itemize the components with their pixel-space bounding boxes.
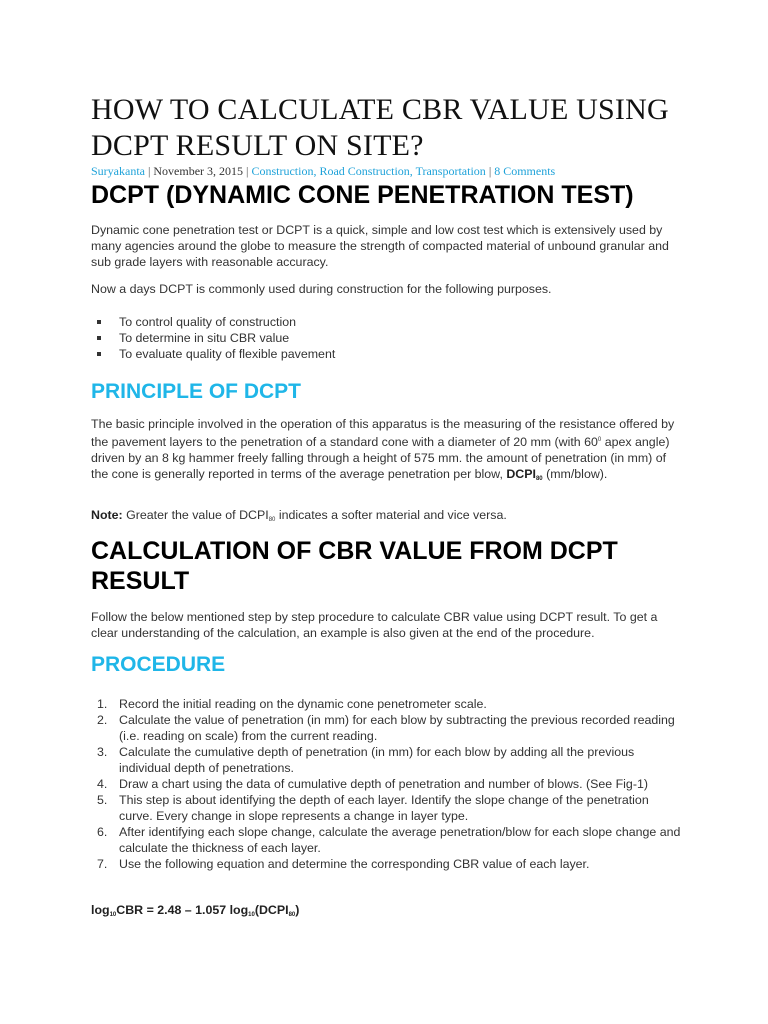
category-comma: , (313, 164, 320, 178)
list-item: 3. Calculate the cumulative depth of penetration (in mm) for each blow by adding all the previous individual depth of penetrations. (97, 745, 635, 775)
note-paragraph: Note: Greater the value of $DCPI_{80}$ indicates a softer material and vice versa. (91, 508, 507, 523)
dcpi-term: $DCPI_{80}$ (506, 467, 543, 482)
dcpt-intro-paragraph: Dynamic cone penetration test or DCPT is a quick, simple and low cost test which is extensively used by many agencies around the globe to measure the strength of compacted material of unbound granular and sub grade layers with reasonable accuracy. (91, 223, 669, 269)
purposes-list (91, 314, 335, 362)
note-label: Note: (91, 508, 123, 522)
list-item: To control quality of construction (91, 314, 335, 330)
list-item: 6. After identifying each slope change, calculate the average penetration/blow for each slope change and calculate the thickness of each layer. (97, 825, 681, 855)
procedure-steps (91, 696, 681, 872)
category-link-road-construction[interactable]: Road Construction (319, 164, 410, 178)
heading-procedure: PROCEDURE (91, 653, 226, 676)
square-bullet-icon (97, 336, 101, 340)
article-title: HOW TO CALCULATE CBR VALUE USING DCPT RESULT ON SITE? (91, 93, 669, 162)
meta-separator: | (147, 164, 154, 178)
heading-dcpt: DCPT (DYNAMIC CONE PENETRATION TEST) (91, 181, 634, 209)
comments-link[interactable]: 8 Comments (494, 164, 556, 178)
post-date: November 3, 2015 (153, 164, 244, 178)
category-link-transportation[interactable]: Transportation (415, 164, 486, 178)
calculation-paragraph: Follow the below mentioned step by step procedure to calculate CBR value using DCPT result. To get a clear understanding of the calculation, an example is also given at the end of the procedure. (91, 610, 658, 640)
square-bullet-icon (97, 352, 101, 356)
cbr-formula: $\log_{10}CBR = 2.48 - 1.057$ $\log_{10}(DCPI_{80})$ (91, 903, 300, 918)
meta-separator: | (488, 164, 495, 178)
list-item: 1. Record the initial reading on the dynamic cone penetrometer scale. (97, 697, 487, 711)
dcpt-purposes-paragraph: Now a days DCPT is commonly used during construction for the following purposes. (91, 282, 552, 296)
principle-paragraph: The basic principle involved in the operation of this apparatus is the measuring of the resistance offered by the pavement layers to the penetration of a standard cone with a diameter of 20 mm (with $60^0$ apex angle) driven by an 8 kg hammer freely falling through a height of 575 mm. the amount of penetration (in mm) of the cone is generally reported in terms of the average penetration per blow, $DCPI_{80}$ (mm/blow). (91, 417, 675, 482)
category-link-construction[interactable]: Construction (251, 164, 314, 178)
article-meta (91, 164, 555, 179)
list-item: To determine in situ CBR value (91, 330, 335, 346)
meta-separator: | (246, 164, 252, 178)
list-item: 5. This step is about identifying the depth of each layer. Identify the slope change of the penetration curve. Every change in slope represents a change in layer type. (97, 793, 649, 823)
author-link[interactable]: Suryakanta (91, 164, 145, 178)
heading-principle: PRINCIPLE OF DCPT (91, 380, 302, 403)
category-comma: , (409, 164, 416, 178)
heading-calculation: CALCULATION OF CBR VALUE FROM DCPT RESULT (91, 537, 618, 595)
list-item: To evaluate quality of flexible pavement (91, 346, 335, 362)
list-item: 7. Use the following equation and determine the corresponding CBR value of each layer. (97, 857, 590, 871)
list-item: 4. Draw a chart using the data of cumulative depth of penetration and number of blows. (See Fig-1) (97, 777, 648, 791)
list-item: 2. Calculate the value of penetration (in mm) for each blow by subtracting the previous recorded reading (i.e. reading on scale) from the current reading. (97, 713, 675, 743)
square-bullet-icon (97, 320, 101, 324)
